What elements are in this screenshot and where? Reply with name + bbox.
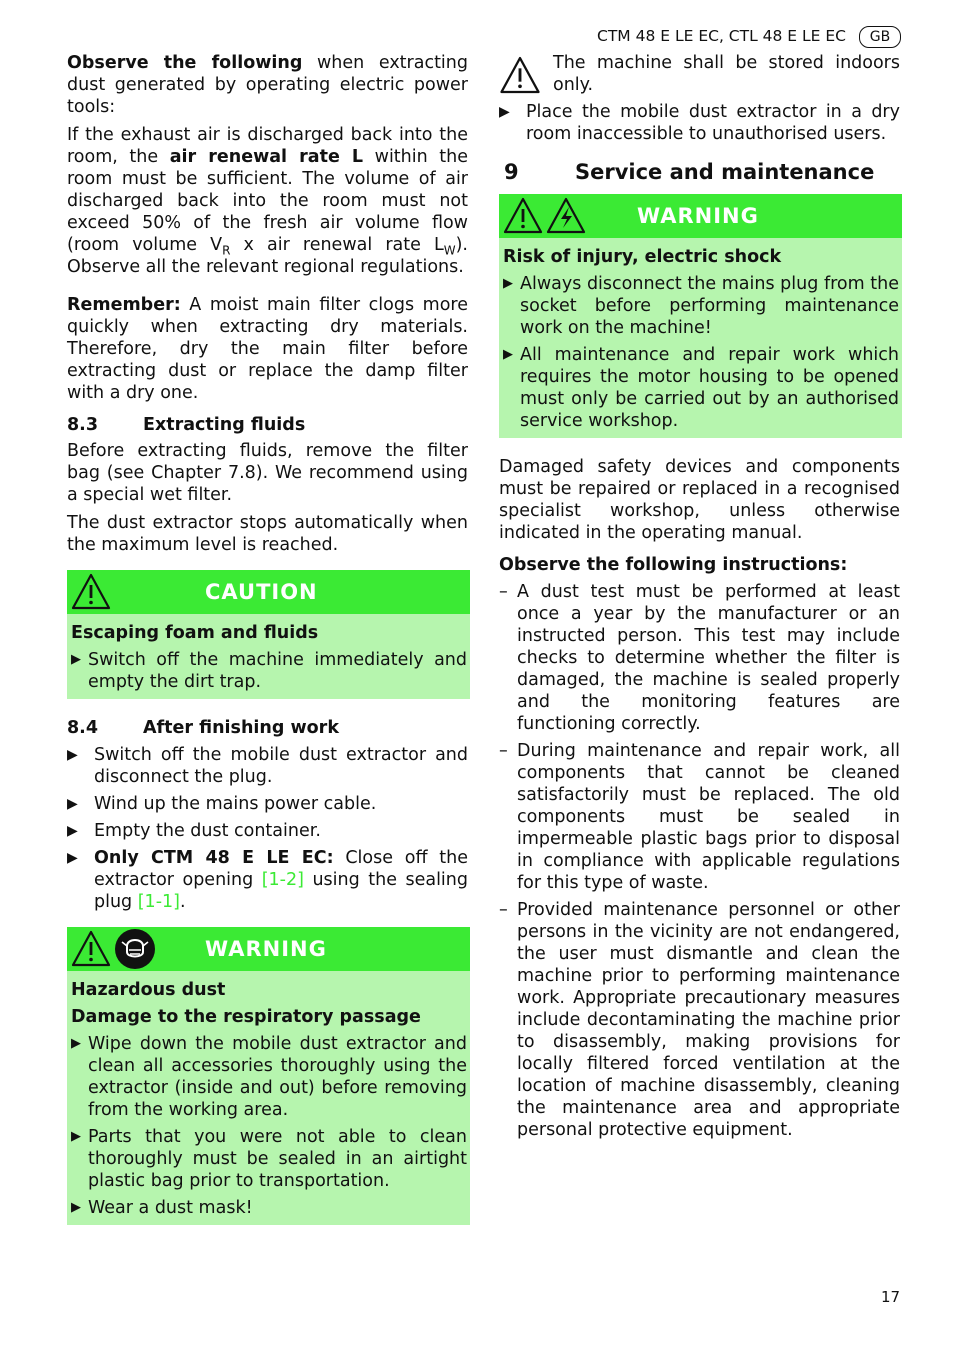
warning-box-electric: [499, 194, 902, 438]
list-item: ▶ Empty the dust container.: [67, 821, 321, 841]
list-item: ▶ Always disconnect the mains plug from the socket before performing maintenance work on the machine!: [503, 274, 899, 338]
list-item: ▶ All maintenance and repair work which requires the motor housing to be opened must only be carried out by an authorised service workshop.: [503, 345, 899, 431]
bullet-icon: ▶: [503, 347, 513, 362]
storage-note: [499, 52, 900, 96]
paragraph-fluids-2: The dust extractor stops automatically when the maximum level is reached.: [67, 513, 468, 555]
warning-box-dust: [67, 927, 470, 1225]
caution-heading: Escaping foam and fluids: [71, 623, 319, 643]
bullet-icon: ▶: [499, 104, 510, 120]
dust-mask-icon: [114, 928, 156, 970]
list-item: – A dust test must be performed at least once a year by the manufacturer or an instructed person. This test may include checks to determine whether the filter is damaged, the machine is sealed properly and the monitoring features are functioning correctly.: [499, 582, 900, 734]
country-badge: GB: [859, 26, 901, 48]
warning-triangle-icon: [499, 56, 541, 94]
warning-header: [67, 927, 470, 971]
warning-triangle-icon: [71, 930, 111, 967]
caution-header: [67, 570, 470, 614]
paragraph-remember: Remember: A moist main filter clogs more quickly when extracting dry materials. Therefore, dry the main filter before extracting dust or replace the damp filter with a dry one.: [67, 295, 468, 403]
dash-marker: –: [499, 741, 508, 761]
list-item: ▶ Wear a dust mask!: [71, 1198, 253, 1218]
figure-reference[interactable]: [1-1]: [137, 892, 180, 912]
paragraph-observe: Observe the following when extracting dust generated by operating electric power tools:: [67, 53, 468, 117]
warning-header: [499, 194, 902, 238]
observe-heading: Observe the following instructions:: [499, 555, 848, 575]
list-item: – During maintenance and repair work, all components that cannot be cleaned satisfactorily must be replaced. The old components must be sealed in impermeable plastic bags prior to disposal in compliance with applicable regulations for this type of waste.: [499, 741, 900, 893]
paragraph-air-renewal: If the exhaust air is discharged back into the room, the air renewal rate L within the room must be sufficient. The volume of air discharged back into the room must not exceed 50% of the fresh air volume flow (room volume $V_R$ x air renewal rate $L_W$). Observe all the relevant regional regulations.: [67, 125, 468, 277]
bullet-icon: ▶: [71, 1200, 81, 1215]
bullet-icon: ▶: [67, 747, 78, 763]
warning-triangle-icon: [503, 197, 543, 234]
list-item: ▶ Wipe down the mobile dust extractor and clean all accessories thoroughly using the extractor (inside and out) before removing from the working area.: [71, 1034, 467, 1120]
caution-box: [67, 570, 470, 699]
warning-title: WARNING: [205, 937, 327, 961]
warning-subheading: Damage to the respiratory passage: [71, 1007, 421, 1027]
section-8-4-heading: 8.4 After finishing work: [67, 718, 339, 738]
bullet-icon: ▶: [71, 1129, 81, 1144]
bullet-icon: ▶: [71, 652, 81, 667]
left-column: [67, 52, 468, 1225]
bullet-icon: ▶: [67, 823, 78, 839]
figure-reference[interactable]: [1-2]: [261, 870, 304, 890]
section-9-heading: 9 Service and maintenance: [504, 160, 875, 184]
list-item: ▶ Switch off the machine immediately and empty the dirt trap.: [71, 650, 467, 692]
paragraph-damaged: Damaged safety devices and components must be repaired or replaced in a recognised specialist workshop, unless otherwise indicated in the operating manual.: [499, 457, 900, 543]
paragraph-fluids-1: Before extracting fluids, remove the filter bag (see Chapter 7.8). We recommend using a special wet filter.: [67, 441, 468, 505]
dash-marker: –: [499, 900, 508, 920]
right-column: [499, 52, 900, 1141]
bullet-icon: ▶: [67, 796, 78, 812]
header-model: CTM 48 E LE EC, CTL 48 E LE EC: [597, 27, 846, 45]
list-item: ▶ Only CTM 48 E LE EC: Close off the extractor opening [1-2] using the sealing plug [1-1].: [67, 848, 469, 912]
list-item: ▶ Place the mobile dust extractor in a dry room inaccessible to unauthorised users.: [499, 102, 900, 144]
list-item: ▶ Parts that you were not able to clean thoroughly must be sealed in an airtight plastic bag prior to transportation.: [71, 1127, 467, 1191]
page-number: 17: [881, 1288, 901, 1306]
bullet-icon: ▶: [503, 276, 513, 291]
list-item: – Provided maintenance personnel or other persons in the vicinity are not endangered, the user must dismantle and clean the machine prior to performing maintenance work. Appropriate precautionary measures include decontaminating the machine prior to disassembly, making provisions for locally filtered forced ventilation at the location of machine disassembly, cleaning the maintenance area and appropriate personal protective equipment.: [499, 900, 900, 1140]
electric-shock-icon: [546, 197, 586, 234]
bullet-icon: ▶: [67, 850, 78, 866]
storage-note-text: The machine shall be stored indoors only.: [553, 53, 900, 95]
warning-triangle-icon: [71, 573, 111, 610]
list-item: ▶ Wind up the mains power cable.: [67, 794, 377, 814]
warning-title: WARNING: [637, 204, 759, 228]
dash-marker: –: [499, 582, 508, 602]
bullet-icon: ▶: [71, 1036, 81, 1051]
warning-heading: Hazardous dust: [71, 980, 226, 1000]
section-8-3-heading: 8.3 Extracting fluids: [67, 415, 306, 435]
warning-heading: Risk of injury, electric shock: [503, 247, 782, 267]
list-item: ▶ Switch off the mobile dust extractor and disconnect the plug.: [67, 745, 468, 787]
caution-title: CAUTION: [205, 580, 318, 604]
